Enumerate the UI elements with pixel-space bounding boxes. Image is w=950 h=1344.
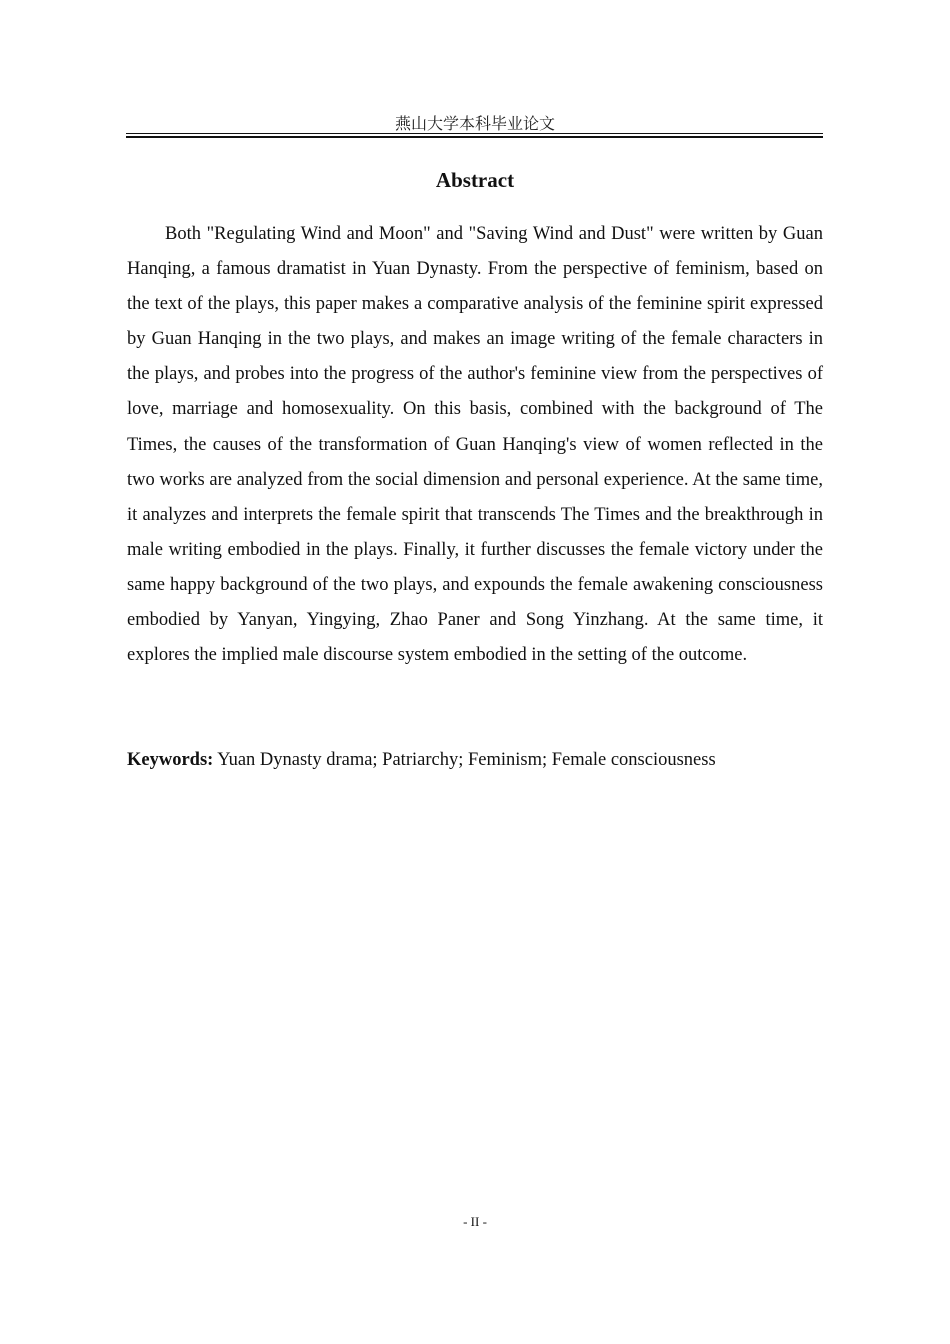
page-number: - II - — [463, 1214, 487, 1229]
keywords-text: Yuan Dynasty drama; Patriarchy; Feminism; Female consciousness — [213, 750, 716, 770]
header-double-rule — [126, 133, 823, 138]
abstract-heading: Abstract — [435, 168, 515, 192]
keywords-line — [127, 745, 823, 775]
abstract-body: Both "Regulating Wind and Moon" and "Saving Wind and Dust" were written by Guan Hanqing, a famous dramatist in Yuan Dynasty. From the perspective of feminism, based on the text of the plays, this paper makes a comparative analysis of the feminine spirit expressed by Guan Hanqing in the two plays, and makes an image writing of the female characters in the plays, and probes into the progress of the author's feminine view from the perspectives of love, marriage and homosexuality. On this basis, combined with the background of The Times, the causes of the transformation of Guan Hanqing's view of women reflected in the two works are analyzed from the social dimension and personal experience. At the same time, it analyzes and interprets the female spirit that transcends The Times and the breakthrough in male writing embodied in the plays. Finally, it further discusses the female victory under the same happy background of the two plays, and expounds the female awakening consciousness embodied by Yanyan, Yingying, Zhao Paner and Song Yinzhang. At the same time, it explores the implied male discourse system embodied in the setting of the outcome. — [127, 224, 823, 666]
running-header-title: 燕山大学本科毕业论文 — [394, 114, 555, 133]
keywords-label: Keywords: — [127, 750, 214, 770]
